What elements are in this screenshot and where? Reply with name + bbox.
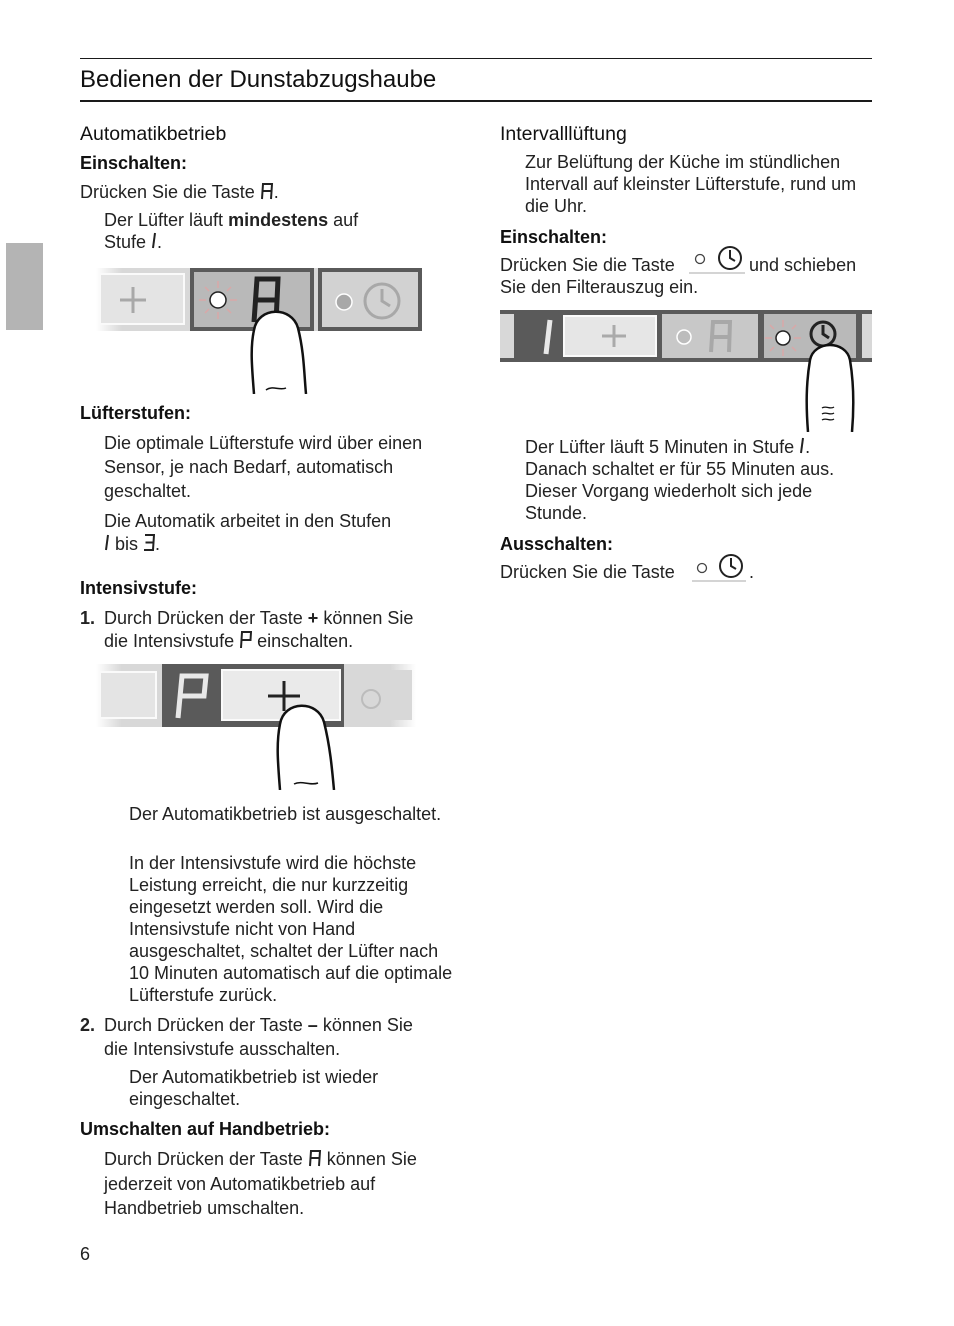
ausschalten-post: . <box>749 562 755 582</box>
page-number: 6 <box>80 1244 91 1264</box>
timer-key-icon <box>689 242 745 274</box>
run-stage-rest: Danach schaltet er für 55 Minuten aus. Dieser Vorgang wiederholt sich jede Stunde. <box>525 459 835 523</box>
section-title-intervallluftung: Intervalllüftung <box>500 123 627 145</box>
step-2-text: Durch Drücken der Taste – können Sie <box>104 1015 413 1035</box>
step-2-line2: die Intensivstufe ausschalten. <box>104 1039 341 1059</box>
stufen-range-line2: bis . <box>104 533 160 555</box>
auto-off-note: Der Automatikbetrieb ist ausgeschaltet. <box>129 804 442 824</box>
intensivstufe-label: Intensivstufe: <box>80 578 198 598</box>
auto-on-again-note: Der Automatikbetrieb ist wieder eingeschaltet. <box>129 1067 379 1109</box>
intervall-description: Zur Belüftung der Küche im stündlichen Intervall auf kleinster Lüfterstufe, rund um die Uhr. <box>525 152 857 216</box>
umschalten-label: Umschalten auf Handbetrieb: <box>80 1119 331 1139</box>
umschalten-rest: jederzeit von Automatikbetrieb auf Handbetrieb umschalten. <box>104 1174 376 1218</box>
interval-press-text: Drücken Sie die Taste <box>500 255 675 275</box>
segment-p-icon <box>239 630 252 649</box>
timer-key-icon <box>692 550 746 582</box>
min-stage-line2: Stufe . <box>104 232 163 252</box>
interval-press-post: und schieben <box>749 255 857 275</box>
umschalten-text: Durch Drücken der Taste können Sie <box>104 1149 417 1169</box>
control-panel-auto-illustration <box>96 268 422 394</box>
stufen-range-text: Die Automatik arbeitet in den Stufen <box>104 511 392 531</box>
min-stage-text: Der Lüfter läuft mindestens auf <box>104 210 359 230</box>
step-1-number: 1. <box>80 608 96 628</box>
segment-3-icon <box>143 533 155 552</box>
einschalten-label-right: Einschalten: <box>500 227 608 247</box>
header-bottom-rule <box>80 100 872 102</box>
chapter-tab-marker <box>6 243 43 330</box>
step-1-text: Durch Drücken der Taste + können Sie <box>104 608 414 628</box>
run-stage-text: Der Lüfter läuft 5 Minuten in Stufe . <box>525 437 811 457</box>
interval-press-line2: Sie den Filterauszug ein. <box>500 277 699 297</box>
intensive-info: In der Intensivstufe wird die höchste Leistung erreicht, die nur kurzzeitig eingesetzt werden soll. Wird die Intensivstufe nicht von Hand ausgeschaltet, schaltet der Lüfter nach 10 Minuten automatisch auf die optimale Lüfterstufe zurück. <box>129 853 453 1005</box>
press-a-instruction: Drücken Sie die Taste . <box>80 182 279 202</box>
control-panel-interval-illustration <box>500 310 872 432</box>
einschalten-label: Einschalten: <box>80 153 188 173</box>
step-2-number: 2. <box>80 1015 96 1035</box>
control-panel-intensive-illustration <box>96 664 416 790</box>
segment-1-icon <box>104 533 110 552</box>
header-top-rule <box>80 58 872 59</box>
step-1-line2: die Intensivstufe einschalten. <box>104 631 354 651</box>
luefterstufen-label: Lüfterstufen: <box>80 403 191 423</box>
segment-a-icon <box>308 1148 322 1167</box>
section-title-automatikbetrieb: Automatikbetrieb <box>80 123 227 145</box>
page-title: Bedienen der Dunstabzugshaube <box>80 66 437 93</box>
ausschalten-text: Drücken Sie die Taste <box>500 562 675 582</box>
ausschalten-label: Ausschalten: <box>500 534 614 554</box>
segment-a-icon <box>260 181 274 200</box>
luefterstufen-text: Die optimale Lüfterstufe wird über einen Sensor, je nach Bedarf, automatisch geschaltet. <box>104 433 423 501</box>
indicator-led-on <box>210 292 226 308</box>
